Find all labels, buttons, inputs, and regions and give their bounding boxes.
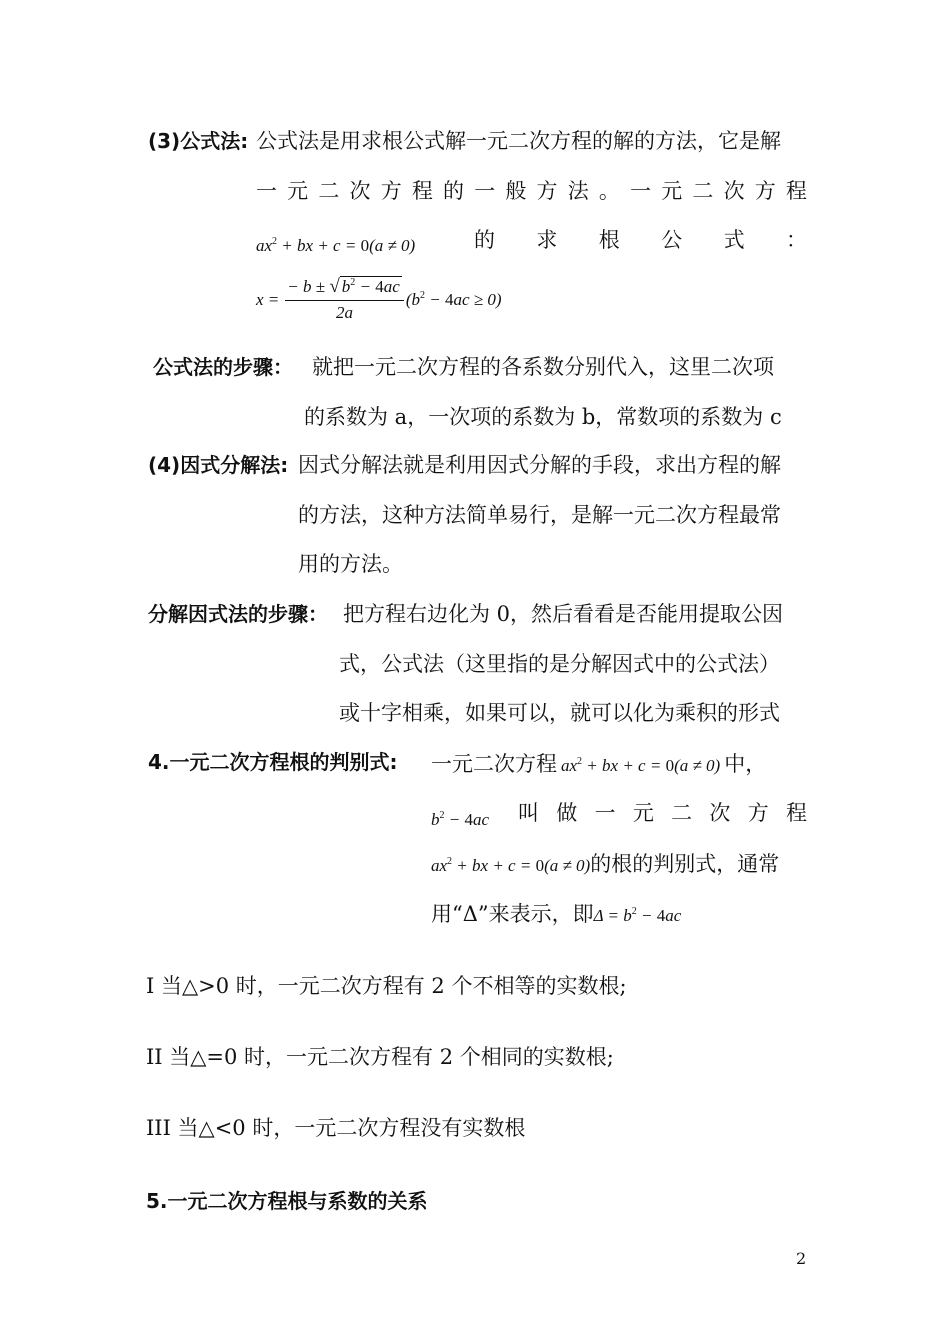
formula-method-line2-char: 程 — [411, 179, 433, 203]
formula-method-line3-char: ： — [785, 228, 807, 252]
formula-method-line2-char: 的 — [443, 179, 465, 203]
discriminant-line1-prefix: 一元二次方程 — [431, 752, 557, 776]
formula-method-line3-char: 式 — [723, 228, 745, 252]
root-formula-condition: $(b^2 - 4ac \ge 0)$ — [405, 289, 502, 309]
formula-method-line2-char: 一 — [474, 179, 496, 203]
quadratic-equation: $ax^2$ + bx + c = 0(a ≠ 0) — [256, 236, 416, 255]
formula-method-line2-char: 二 — [318, 179, 340, 203]
discriminant-line2-char: 叫 — [518, 801, 539, 825]
delta-formula: $\Delta = b^2 - 4ac$ — [593, 906, 682, 925]
factoring-method-line1: 因式分解法就是利用因式分解的手段，求出方程的解 — [298, 453, 781, 477]
discriminant-line1-suffix: 中， — [724, 752, 767, 776]
formula-method-line3-char: 求 — [536, 228, 558, 252]
root-formula-denominator: 2a — [336, 303, 354, 322]
discriminant-expression: $b^2 - 4ac$ — [431, 810, 490, 829]
root-formula: x = $\frac{- b \pm √ b^2 - 4ac}{2a}$ $(b^2 - 4ac \ge 0)$ — [256, 276, 502, 322]
formula-method-line3-char: 的 — [474, 228, 495, 252]
discriminant-line4-prefix: 用“Δ”来表示，即 — [431, 902, 594, 926]
formula-method-line2-char: 方 — [380, 179, 402, 203]
formula-method-line3-char: 根 — [598, 228, 620, 252]
discriminant-line2-char: 方 — [747, 801, 769, 825]
root-formula-prefix: − b ± — [287, 277, 326, 296]
formula-method-line2-char: 元 — [661, 179, 683, 203]
formula-method-line2-char: 方 — [754, 179, 776, 203]
page-number: 2 — [796, 1249, 807, 1268]
discriminant-heading: 4.一元二次方程根的判别式: — [148, 750, 398, 774]
discriminant-line3 — [431, 848, 779, 880]
formula-method-line2-char: 次 — [723, 179, 745, 203]
formula-method-line2-char: 次 — [349, 179, 371, 203]
case-positive: I 当△>0 时，一元二次方程有 2 个不相等的实数根; — [146, 974, 627, 998]
factoring-method-heading: (4)因式分解法: — [148, 453, 289, 477]
formula-steps-line1: 就把一元二次方程的各系数分别代入，这里二次项 — [312, 355, 774, 379]
factoring-steps-line2: 式，公式法（这里指的是分解因式中的公式法） — [339, 652, 780, 676]
discriminant-line2 — [518, 799, 807, 827]
formula-steps-heading: 公式法的步骤： — [153, 355, 293, 379]
formula-method-line2-char: 。 — [598, 179, 620, 203]
discriminant-equation: $ax^2$ + bx + c = 0(a ≠ 0) — [561, 756, 721, 775]
section5-heading: 5.一元二次方程根与系数的关系 — [146, 1189, 428, 1213]
formula-method-line1: 公式法是用求根公式解一元二次方程的解的方法，它是解 — [256, 129, 781, 153]
discriminant-line2-char: 做 — [556, 801, 578, 825]
case-negative: III 当△<0 时，一元二次方程没有实数根 — [146, 1116, 526, 1140]
root-formula-lhs: x = — [256, 289, 280, 309]
discriminant-line1 — [431, 748, 766, 780]
discriminant-line2-char: 程 — [785, 801, 807, 825]
factoring-method-line2: 的方法，这种方法简单易行，是解一元二次方程最常 — [298, 503, 781, 527]
formula-steps-line2: 的系数为 a，一次项的系数为 b，常数项的系数为 c — [304, 405, 782, 429]
discriminant-line3-suffix: 的根的判别式，通常 — [590, 852, 780, 876]
formula-method-line2-char: 般 — [505, 179, 527, 203]
discriminant-line2-char: 元 — [632, 801, 654, 825]
discriminant-line2-char: 一 — [594, 801, 616, 825]
formula-method-line2-char: 法 — [567, 179, 589, 203]
formula-method-line2 — [256, 177, 807, 205]
factoring-method-line3: 用的方法。 — [298, 552, 403, 576]
discriminant-line4 — [431, 898, 681, 930]
formula-method-line2-char: 二 — [692, 179, 714, 203]
formula-method-line2-char: 方 — [536, 179, 558, 203]
discriminant-line2-char: 次 — [709, 801, 731, 825]
factoring-steps-heading: 分解因式法的步骤： — [148, 602, 328, 626]
root-formula-radicand: $b^2 - 4ac$ — [341, 277, 400, 296]
discriminant-line2-char: 二 — [671, 801, 693, 825]
formula-method-line2-char: 一 — [256, 179, 277, 203]
formula-method-line2-char: 程 — [785, 179, 807, 203]
factoring-steps-line3: 或十字相乘，如果可以，就可以化为乘积的形式 — [339, 701, 780, 725]
factoring-steps-line1: 把方程右边化为 0，然后看看是否能用提取公因 — [343, 602, 784, 626]
formula-method-line3 — [474, 226, 807, 254]
formula-method-heading: (3)公式法: — [148, 129, 249, 153]
formula-method-line3-char: 公 — [661, 228, 683, 252]
case-zero: II 当△=0 时，一元二次方程有 2 个相同的实数根; — [146, 1045, 614, 1069]
formula-method-line2-char: 一 — [630, 179, 652, 203]
discriminant-equation-2: $ax^2$ + bx + c = 0(a ≠ 0) — [431, 856, 591, 875]
formula-method-line2-char: 元 — [287, 179, 309, 203]
